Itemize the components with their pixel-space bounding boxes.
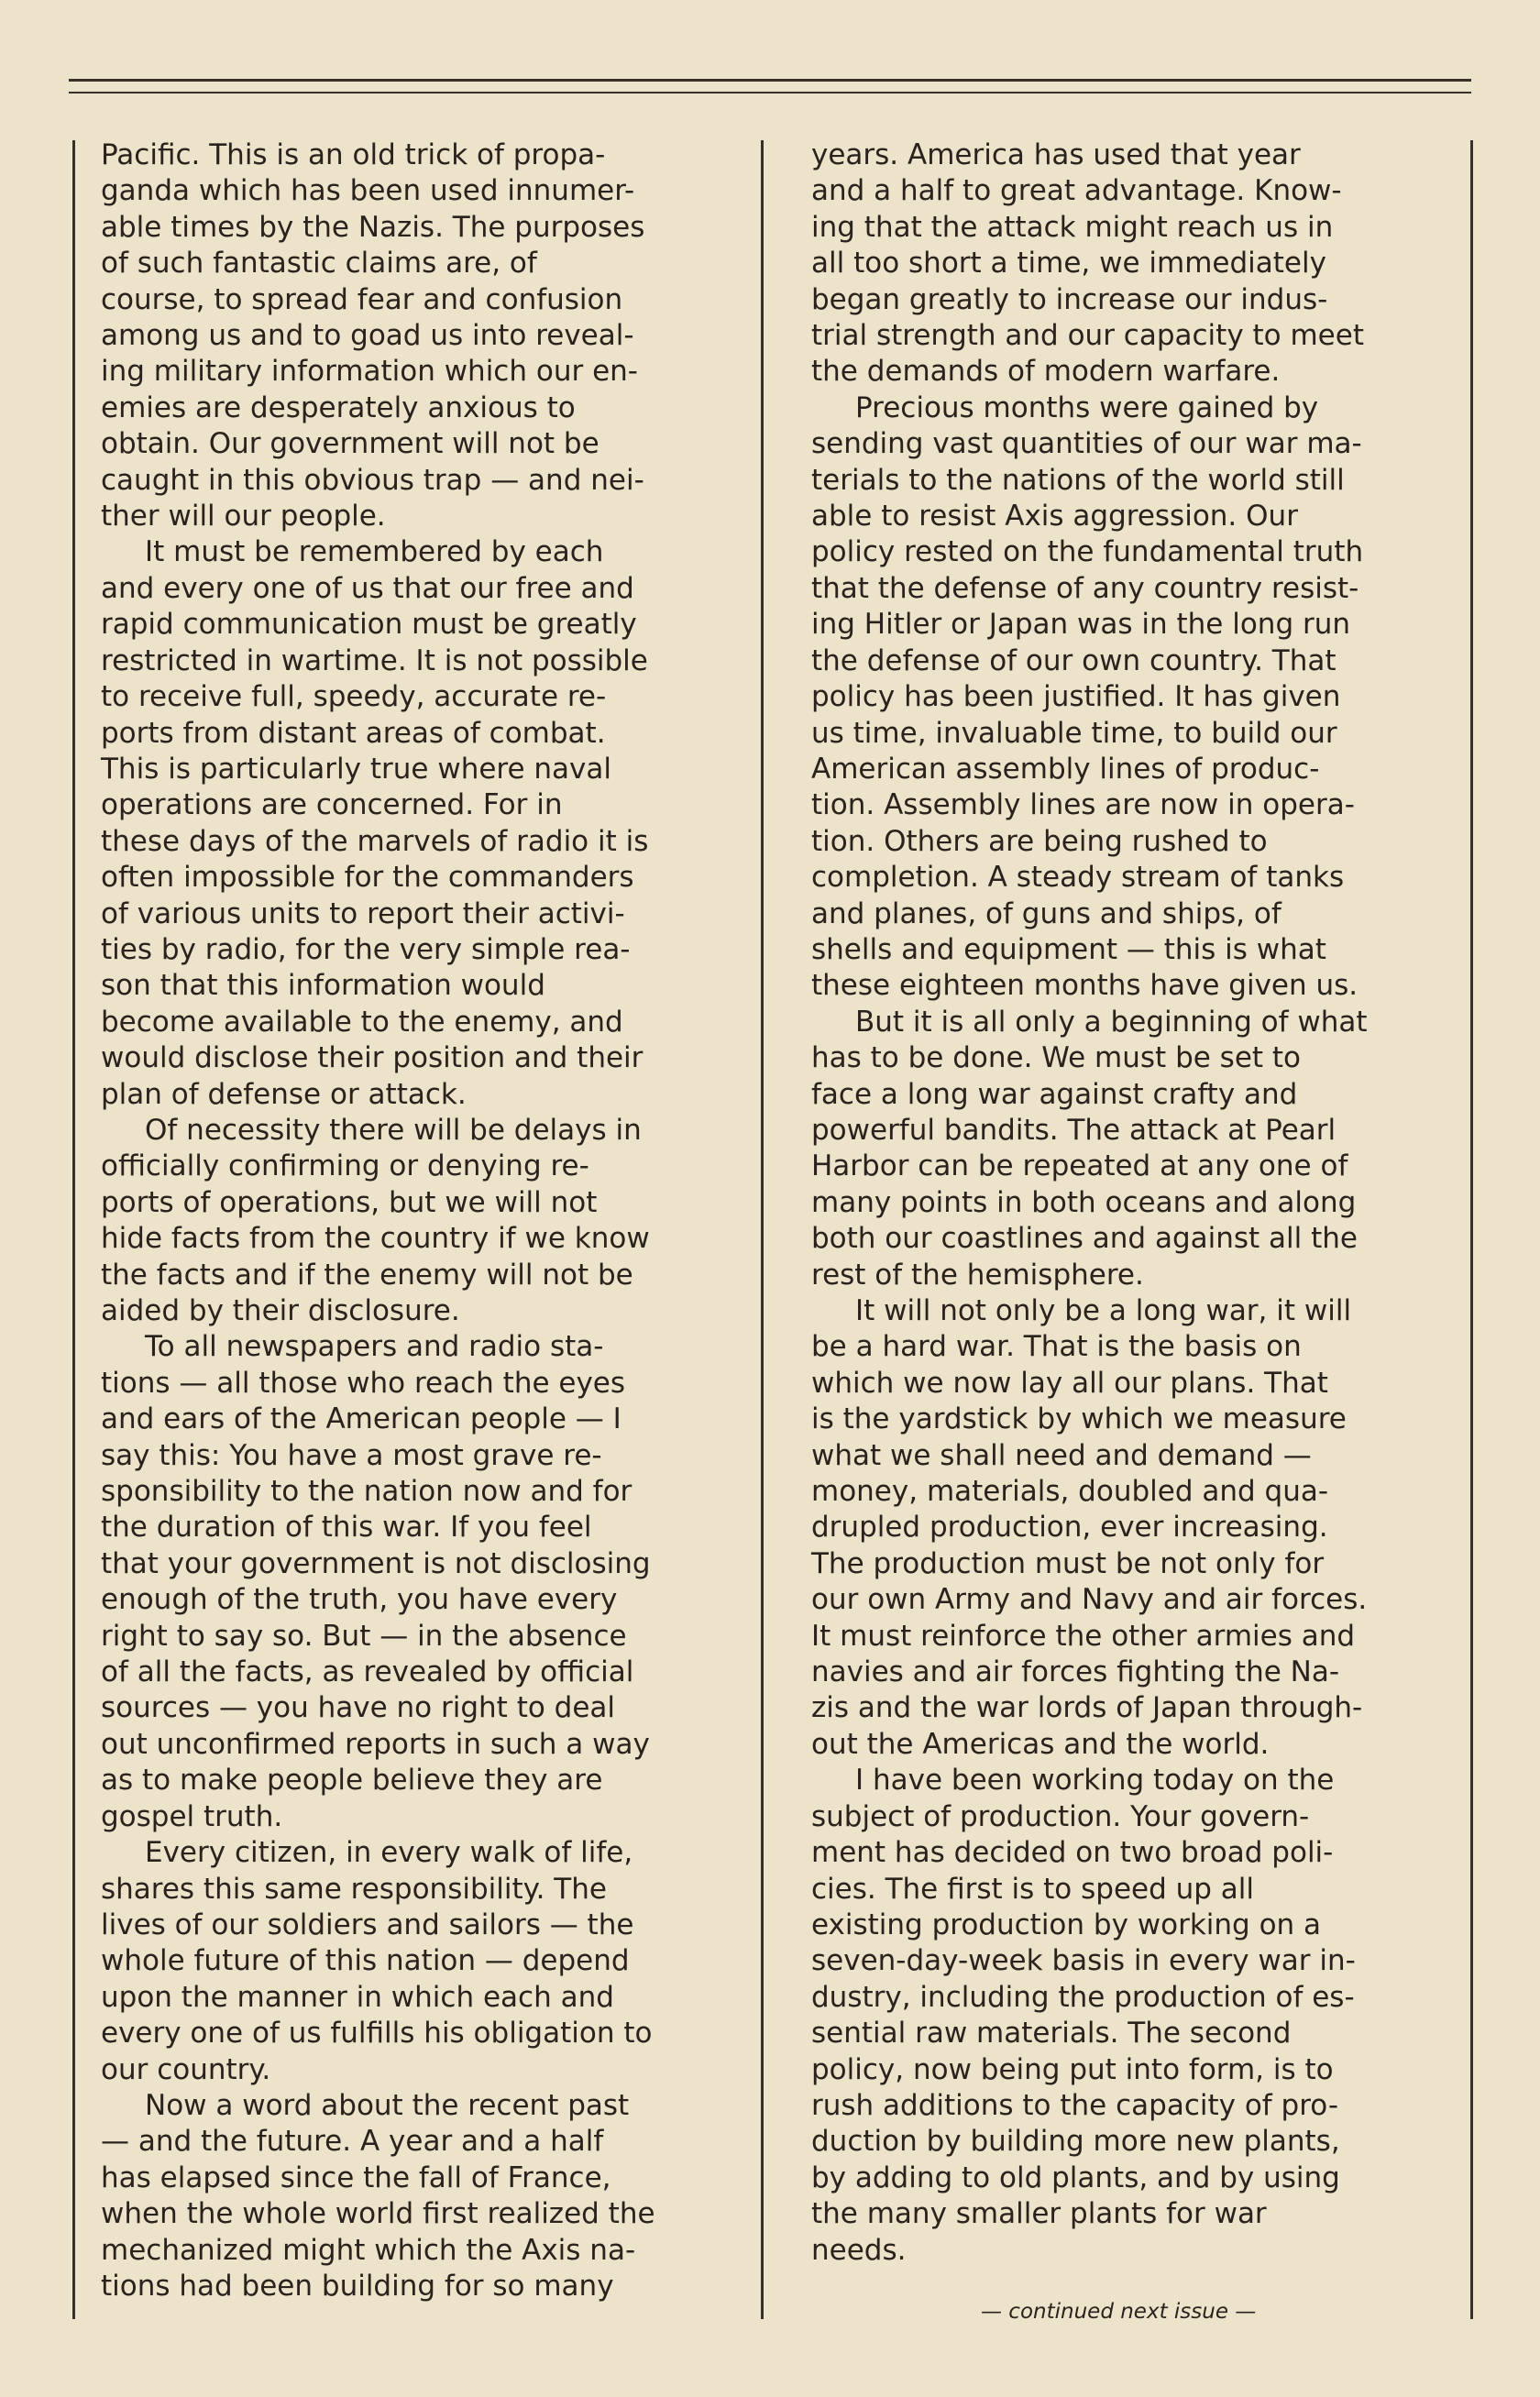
text-line: out the Americas and the world. [811, 1727, 1270, 1761]
text-line: navies and air forces fighting the Na- [811, 1655, 1340, 1689]
text-line: zis and the war lords of Japan through- [811, 1691, 1363, 1725]
text-line: many points in both oceans and along [811, 1185, 1357, 1219]
text-line: This is particularly true where naval [101, 752, 612, 786]
text-line: officially confirming or denying re- [101, 1149, 589, 1183]
text-line: drupled production, ever increasing. [811, 1511, 1328, 1545]
text-line: able times by the Nazis. The purposes [101, 210, 645, 244]
text-line: duction by building more new plants, [811, 2125, 1340, 2159]
paragraph-start: To all newspapers and radio sta- [145, 1330, 604, 1364]
text-line: has to be done. We must be set to [811, 1041, 1302, 1075]
text-line: The production must be not only for [811, 1546, 1325, 1580]
text-line: right to say so. But — in the absence [101, 1619, 627, 1653]
text-line: out unconfirmed reports in such a way [101, 1727, 650, 1761]
text-line: trial strength and our capacity to meet [811, 319, 1364, 353]
left-column [101, 137, 724, 2304]
text-line: sending vast quantities of our war ma- [811, 427, 1362, 461]
text-line: operations are concerned. For in [101, 788, 563, 822]
text-line: as to make people believe they are [101, 1764, 603, 1798]
text-line: all too short a time, we immediately [811, 247, 1326, 280]
text-line: shells and equipment — this is what [811, 932, 1326, 966]
text-line: obtain. Our government will not be [101, 427, 600, 461]
text-line: the defense of our own country. That [811, 643, 1336, 677]
text-line: lives of our soldiers and sailors — the [101, 1908, 634, 1941]
paragraph-start: It will not only be a long war, it will [855, 1294, 1352, 1327]
text-line: and every one of us that our free and [101, 571, 634, 605]
text-line: be a hard war. That is the basis on [811, 1330, 1302, 1364]
text-line: whole future of this nation — depend [101, 1944, 630, 1978]
text-line: by adding to old plants, and by using [811, 2161, 1340, 2194]
text-line: Pacific. This is an old trick of propa- [101, 138, 606, 171]
text-line: emies are desperately anxious to [101, 390, 576, 424]
paragraph-start: Precious months were gained by [855, 390, 1319, 424]
paragraph-start: Of necessity there will be delays in [145, 1113, 642, 1147]
text-line: our own Army and Navy and air forces. [811, 1583, 1368, 1617]
paragraph-start: Every citizen, in every walk of life, [145, 1836, 633, 1870]
text-line: when the whole world first realized the [101, 2197, 655, 2231]
text-line: policy has been justified. It has given [811, 680, 1341, 714]
text-line: powerful bandits. The attack at Pearl [811, 1113, 1336, 1147]
top-rule [69, 79, 1471, 82]
text-line: tions had been building for so many [101, 2269, 614, 2303]
text-line: — and the future. A year and a half [101, 2125, 604, 2159]
center-column-divider [761, 140, 764, 2319]
text-line: the facts and if the enemy will not be [101, 1258, 633, 1292]
continued-note: — continued next issue — [981, 2300, 1257, 2324]
text-line: what we shall need and demand — [811, 1438, 1312, 1472]
text-line: hide facts from the country if we know [101, 1222, 650, 1256]
text-line: and a half to great advantage. Know- [811, 174, 1342, 208]
text-line: caught in this obvious trap — and nei- [101, 463, 644, 497]
text-line: tions — all those who reach the eyes [101, 1366, 626, 1400]
text-line: able to resist Axis aggression. Our [811, 500, 1298, 533]
text-line: ing that the attack might reach us in [811, 210, 1334, 244]
text-line: policy rested on the fundamental truth [811, 535, 1364, 569]
text-line: plan of defense or attack. [101, 1077, 467, 1111]
text-line: sources — you have no right to deal [101, 1691, 616, 1725]
text-line: It must reinforce the other armies and [811, 1619, 1356, 1653]
text-line: to receive full, speedy, accurate re- [101, 680, 607, 714]
text-line: us time, invaluable time, to build our [811, 716, 1337, 750]
text-line: our country. [101, 2052, 271, 2086]
text-line: these eighteen months have given us. [811, 969, 1358, 1003]
text-line: American assembly lines of produc- [811, 752, 1320, 786]
text-line: ports of operations, but we will not [101, 1185, 598, 1219]
text-line: upon the manner in which each and [101, 1980, 614, 2014]
paragraph-start: But it is all only a beginning of what [855, 1005, 1368, 1039]
text-line: policy, now being put into form, is to [811, 2052, 1334, 2086]
text-line: would disclose their position and their [101, 1041, 644, 1075]
top-rule-thin [69, 92, 1471, 93]
text-line: needs. [811, 2233, 907, 2267]
text-line: money, materials, doubled and qua- [811, 1475, 1329, 1509]
text-line: terials to the nations of the world still [811, 463, 1345, 497]
text-line: shares this same responsibility. The [101, 1872, 607, 1906]
text-line: subject of production. Your govern- [811, 1799, 1310, 1833]
text-line: which we now lay all our plans. That [811, 1366, 1328, 1400]
text-line: ports from distant areas of combat. [101, 716, 606, 750]
text-line: seven-day-week basis in every war in- [811, 1944, 1356, 1978]
text-line: rush additions to the capacity of pro- [811, 2088, 1339, 2122]
text-line: Harbor can be repeated at any one of [811, 1149, 1348, 1183]
text-line: is the yardstick by which we measure [811, 1402, 1347, 1436]
text-line: ing military information which our en- [101, 355, 638, 389]
text-line: ment has decided on two broad poli- [811, 1836, 1334, 1870]
text-line: every one of us fulfills his obligation to [101, 2017, 653, 2051]
text-line: sponsibility to the nation now and for [101, 1475, 632, 1509]
text-line: gospel truth. [101, 1799, 283, 1833]
text-line: tion. Assembly lines are now in opera- [811, 788, 1355, 822]
text-line: say this: You have a most grave re- [101, 1438, 602, 1472]
text-line: tion. Others are being rushed to [811, 824, 1268, 858]
text-line: ther will our people. [101, 500, 386, 533]
text-line: the demands of modern warfare. [811, 355, 1281, 389]
text-line: existing production by working on a [811, 1908, 1322, 1941]
text-line: aided by their disclosure. [101, 1294, 460, 1327]
text-line: become available to the enemy, and [101, 1005, 623, 1039]
text-line: of all the facts, as revealed by official [101, 1655, 634, 1689]
text-line: face a long war against crafty and [811, 1077, 1298, 1111]
text-line: among us and to goad us into reveal- [101, 319, 634, 353]
paragraph-start: I have been working today on the [855, 1764, 1335, 1798]
text-line: mechanized might which the Axis na- [101, 2233, 636, 2267]
text-line: has elapsed since the fall of France, [101, 2161, 611, 2194]
text-line: course, to spread fear and confusion [101, 282, 623, 316]
text-line: years. America has used that year [811, 138, 1301, 171]
text-line: completion. A steady stream of tanks [811, 861, 1345, 895]
text-line: the duration of this war. If you feel [101, 1511, 592, 1545]
text-line: of such fantastic claims are, of [101, 247, 537, 280]
text-line: that your government is not disclosing [101, 1546, 651, 1580]
text-line: son that this information would [101, 969, 545, 1003]
text-line: cies. The first is to speed up all [811, 1872, 1255, 1906]
text-line: and ears of the American people — I [101, 1402, 622, 1436]
right-column-border [1470, 140, 1473, 2319]
text-line: sential raw materials. The second [811, 2017, 1292, 2051]
text-line: often impossible for the commanders [101, 861, 634, 895]
text-line: dustry, including the production of es- [811, 1980, 1355, 2014]
paragraph-start: It must be remembered by each [145, 535, 604, 569]
text-line: that the defense of any country resist- [811, 571, 1359, 605]
paragraph-start: Now a word about the recent past [145, 2088, 630, 2122]
text-line: rapid communication must be greatly [101, 608, 637, 642]
text-line: and planes, of guns and ships, of [811, 896, 1282, 930]
text-line: of various units to report their activi- [101, 896, 625, 930]
left-column-border [72, 140, 75, 2319]
text-line: began greatly to increase our indus- [811, 282, 1328, 316]
text-line: enough of the truth, you have every [101, 1583, 618, 1617]
text-line: ties by radio, for the very simple rea- [101, 932, 631, 966]
text-line: both our coastlines and against all the [811, 1222, 1358, 1256]
right-column [811, 137, 1453, 2269]
text-line: rest of the hemisphere. [811, 1258, 1144, 1292]
text-line: the many smaller plants for war [811, 2197, 1267, 2231]
text-line: restricted in wartime. It is not possible [101, 643, 648, 677]
text-line: ing Hitler or Japan was in the long run [811, 608, 1351, 642]
text-line: ganda which has been used innumer- [101, 174, 635, 208]
text-line: these days of the marvels of radio it is [101, 824, 649, 858]
